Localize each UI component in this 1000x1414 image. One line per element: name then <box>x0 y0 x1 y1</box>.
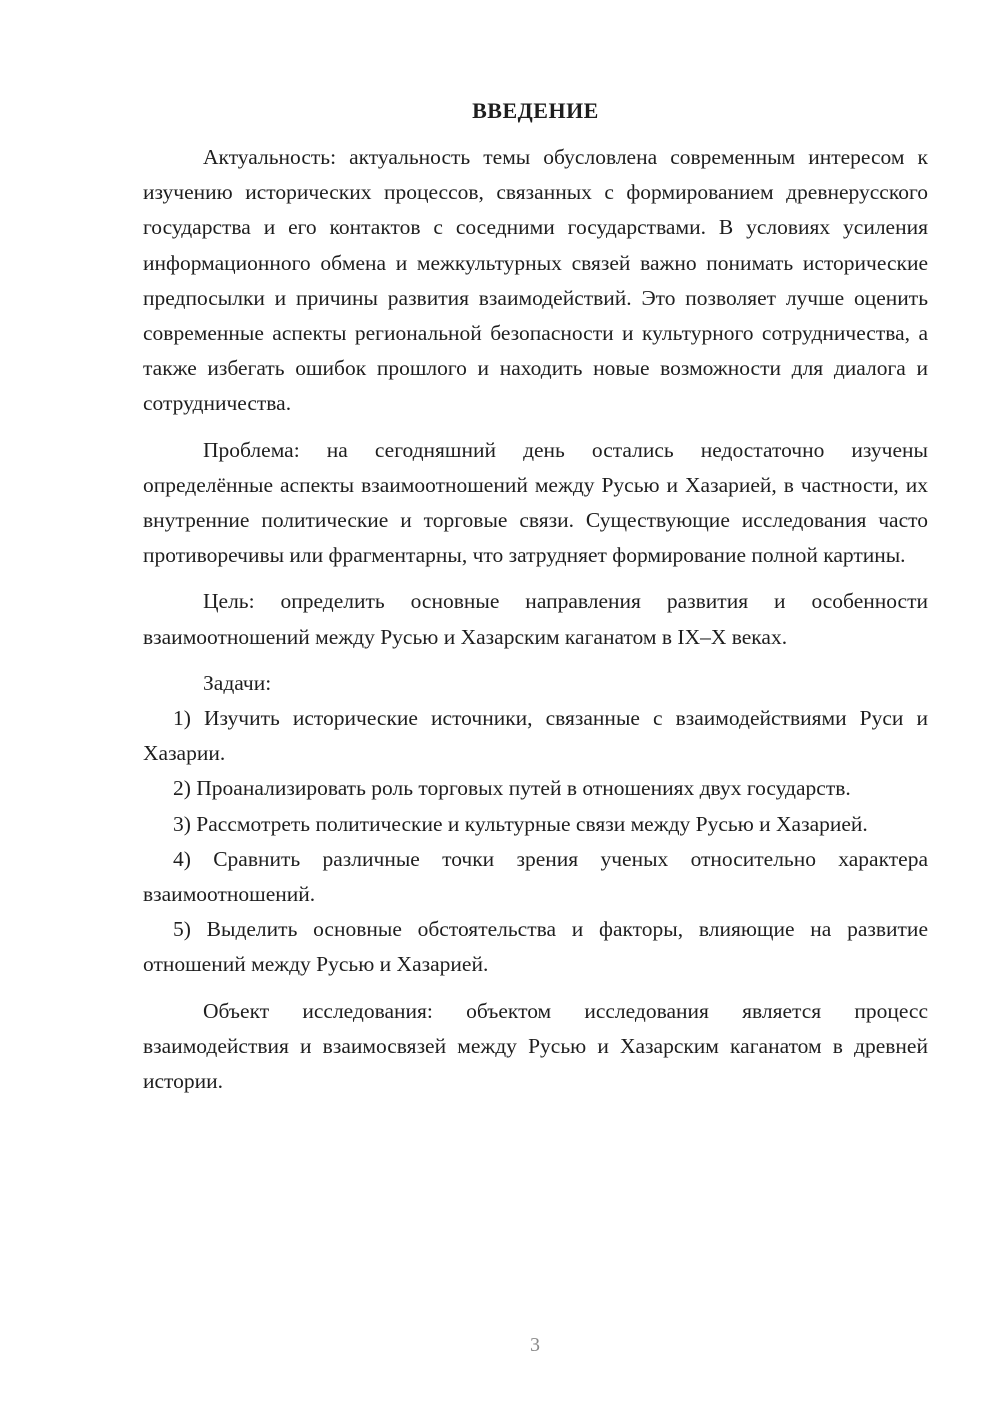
page-number: 3 <box>530 1334 540 1356</box>
paragraph-problem: Проблема: на сегодняшний день остались недостаточно изучены определённые аспекты взаимоотношений между Русью и Хазарией, в частности, их внутренние политические и торговые связи. Существующие исследования часто противоречивы или фрагментарны, что затрудняет формирование полной картины. <box>143 437 928 568</box>
list-item-task-4: 4) Сравнить различные точки зрения ученых относительно характера взаимоотношений. <box>143 846 928 907</box>
paragraph-relevance: Актуальность: актуальность темы обусловлена современным интересом к изучению исторических процессов, связанных с формированием древнерусского государства и его контактов с соседними государствами. В условиях усиления информационного обмена и межкультурных связей важно понимать исторические предпосылки и причины развития взаимодействий. Это позволяет лучше оценить современные аспекты региональной безопасности и культурного сотрудничества, а также избегать ошибок прошлого и находить новые возможности для диалога и сотрудничества. <box>143 145 928 416</box>
page-title: ВВЕДЕНИЕ <box>472 98 599 123</box>
list-item-task-5: 5) Выделить основные обстоятельства и факторы, влияющие на развитие отношений между Русью и Хазарией. <box>143 917 928 977</box>
paragraph-goal: Цель: определить основные направления развития и особенности взаимоотношений между Русью и Хазарским каганатом в IX–X веках. <box>143 589 928 649</box>
list-item-task-2: 2) Проанализировать роль торговых путей в отношениях двух государств. <box>173 776 851 801</box>
paragraph-tasks-heading: Задачи: <box>203 670 272 695</box>
list-item-task-1: 1) Изучить исторические источники, связанные с взаимодействиями Руси и Хазарии. <box>143 706 928 766</box>
list-item-task-3: 3) Рассмотреть политические и культурные связи между Русью и Хазарией. <box>173 811 868 836</box>
document-page <box>143 93 928 1099</box>
paragraph-object: Объект исследования: объектом исследования является процесс взаимодействия и взаимосвязей между Русью и Хазарским каганатом в древней истории. <box>143 998 928 1094</box>
